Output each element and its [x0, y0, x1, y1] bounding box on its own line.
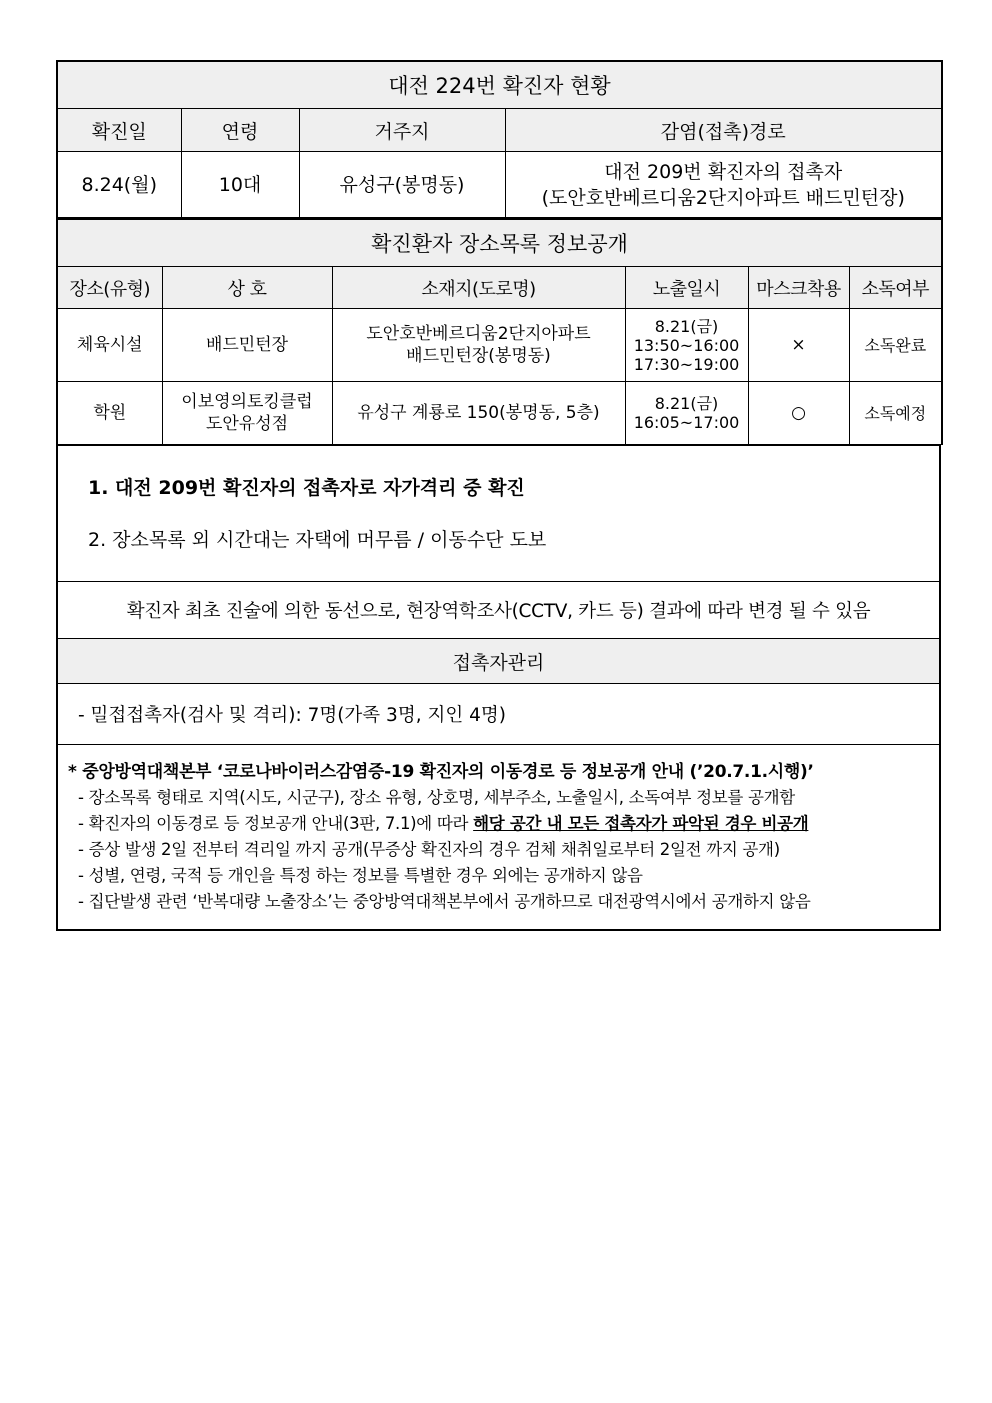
business-name-line-2: 도안유성점	[205, 414, 289, 434]
guide-line-5: - 집단발생 관련 ‘반복대량 노출장소’는 중앙방역대책본부에서 공개하므로 대전광역시에서 공개하지 않음	[78, 892, 811, 911]
place-type: 학원	[57, 382, 162, 445]
disinfection-status: 소독완료	[849, 309, 942, 382]
exposure-time-2: 17:30~19:00	[633, 354, 740, 374]
address	[332, 382, 625, 445]
note-item-1: 1. 대전 209번 확진자의 접촉자로 자가격리 중 확진	[88, 476, 525, 499]
route-line-2: (도안호반베르디움2단지아파트 배드민턴장)	[541, 186, 905, 209]
contacts-title: 접촉자관리	[57, 639, 940, 684]
disinfection-status: 소독예정	[849, 382, 942, 445]
header-residence: 거주지	[299, 109, 505, 152]
contacts-line: - 밀접접촉자(검사 및 격리): 7명(가족 3명, 지인 4명)	[57, 684, 940, 745]
business-name	[162, 382, 332, 445]
disclaimer: 확진자 최초 진술에 의한 동선으로, 현장역학조사(CCTV, 카드 등) 결과에 따라 변경 될 수 있음	[57, 582, 940, 639]
guide-heading: * 중앙방역대책본부 ‘코로나바이러스감염증-19 확진자의 이동경로 등 정보공개 안내 (’20.7.1.시행)’	[68, 762, 814, 782]
places-table	[56, 219, 943, 445]
header-address: 소재지(도로명)	[332, 267, 625, 309]
address-line-1: 도안호반베르디움2단지아파트	[366, 324, 591, 344]
header-exposure-time: 노출일시	[625, 267, 748, 309]
address-line-1: 유성구 계룡로 150(봉명동, 5층)	[357, 403, 600, 423]
exposure-date: 8.21(금)	[654, 394, 719, 413]
exposure-time-1: 16:05~17:00	[633, 413, 740, 432]
header-age: 연령	[181, 109, 299, 152]
address-line-2: 배드민턴장(봉명동)	[406, 346, 551, 366]
business-name	[162, 309, 332, 382]
table-row	[57, 309, 942, 382]
header-place-type: 장소(유형)	[57, 267, 162, 309]
header-disinfection: 소독여부	[849, 267, 942, 309]
mask-status: ○	[748, 382, 849, 445]
mask-status: ×	[748, 309, 849, 382]
guide-line-2-text: - 확진자의 이동경로 등 정보공개 안내(3판, 7.1)에 따라	[78, 814, 474, 833]
header-business-name: 상 호	[162, 267, 332, 309]
summary-title: 대전 224번 확진자 현황	[57, 61, 942, 109]
guide-line-2-emphasis: 해당 공간 내 모든 접촉자가 파악된 경우 비공개	[473, 814, 809, 833]
exposure-time-1: 13:50~16:00	[633, 335, 740, 355]
infection-route	[505, 152, 942, 219]
header-route: 감염(접촉)경로	[505, 109, 942, 152]
details-table	[56, 445, 941, 931]
table-row	[57, 382, 942, 445]
exposure-time	[625, 309, 748, 382]
exposure-time	[625, 382, 748, 445]
confirm-date: 8.24(월)	[57, 152, 181, 219]
note-item-2: 2. 장소목록 외 시간대는 자택에 머무름 / 이동수단 도보	[88, 528, 547, 551]
exposure-date: 8.21(금)	[654, 316, 719, 336]
route-line-1: 대전 209번 확진자의 접촉자	[604, 160, 843, 183]
residence: 유성구(봉명동)	[299, 152, 505, 219]
guide-line-3: - 증상 발생 2일 전부터 격리일 까지 공개(무증상 확진자의 경우 검체 채취일로부터 2일전 까지 공개)	[78, 840, 780, 859]
notes-section	[57, 446, 940, 582]
header-confirm-date: 확진일	[57, 109, 181, 152]
summary-table	[56, 60, 943, 219]
age: 10대	[181, 152, 299, 219]
places-title: 확진환자 장소목록 정보공개	[57, 220, 942, 267]
business-name-line-1: 배드민턴장	[205, 335, 289, 355]
address	[332, 309, 625, 382]
place-type: 체육시설	[57, 309, 162, 382]
disclosure-guide	[57, 745, 940, 931]
guide-line-4: - 성별, 연령, 국적 등 개인을 특정 하는 정보를 특별한 경우 외에는 공개하지 않음	[78, 866, 643, 885]
business-name-line-1: 이보영의토킹클럽	[181, 392, 313, 412]
guide-line-1: - 장소목록 형태로 지역(시도, 시군구), 장소 유형, 상호명, 세부주소, 노출일시, 소독여부 정보를 공개함	[78, 788, 795, 807]
document	[56, 60, 941, 931]
guide-line-2	[68, 811, 939, 837]
header-mask: 마스크착용	[748, 267, 849, 309]
